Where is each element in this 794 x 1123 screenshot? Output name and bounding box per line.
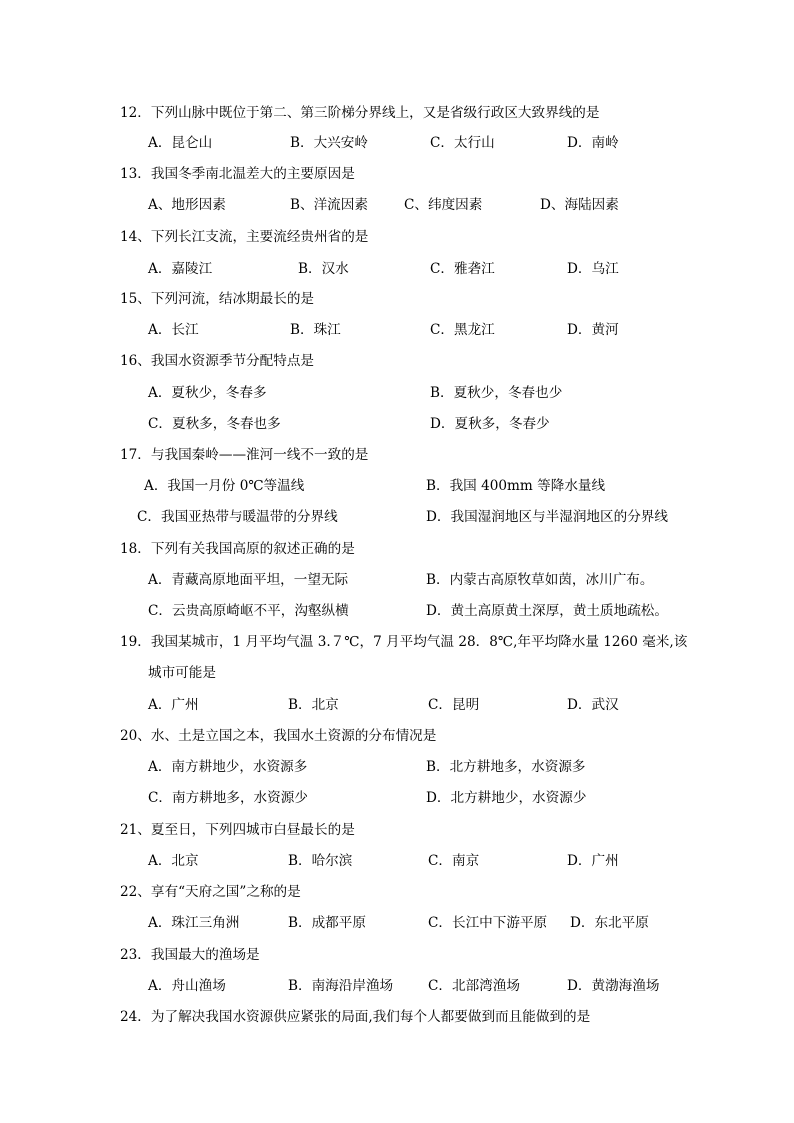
option-a: A．夏秋少，冬春多 (148, 385, 267, 401)
question-stem: 21、夏至日，下列四城市白昼最长的是 (120, 822, 355, 838)
question-stem: 22、享有“天府之国”之称的是 (120, 884, 301, 900)
option-a: A．长江 (148, 322, 199, 338)
option-c: C．云贵高原崎岖不平，沟壑纵横 (148, 603, 349, 619)
option-a: A．舟山渔场 (148, 978, 226, 994)
option-c: C．南方耕地多，水资源少 (148, 790, 308, 806)
option-a: A．昆仑山 (148, 135, 213, 151)
option-b: B．成都平原 (288, 915, 366, 931)
option-b: B．北方耕地多，水资源多 (426, 759, 586, 775)
option-a: A、地形因素 (148, 197, 226, 213)
option-c: C．昆明 (428, 697, 480, 713)
option-b: B．哈尔滨 (288, 853, 353, 869)
option-c: C．北部湾渔场 (428, 978, 520, 994)
question-stem: 13．我国冬季南北温差大的主要原因是 (120, 166, 355, 182)
option-c: C．黑龙江 (430, 322, 495, 338)
option-b: B．内蒙古高原牧草如茵，冰川广布。 (426, 572, 654, 588)
option-b: B．南海沿岸渔场 (288, 978, 394, 994)
option-a: A．北京 (148, 853, 199, 869)
question-stem: 18．下列有关我国高原的叙述正确的是 (120, 541, 355, 557)
option-b: B．珠江 (290, 322, 341, 338)
question-stem: 23．我国最大的渔场是 (120, 947, 260, 963)
option-b: B．我国 400mm 等降水量线 (426, 478, 606, 494)
option-c: C、纬度因素 (404, 197, 483, 213)
option-b: B．汉水 (298, 261, 349, 277)
option-b: B、洋流因素 (290, 197, 368, 213)
option-d: D．乌江 (567, 261, 619, 277)
option-c: C．我国亚热带与暖温带的分界线 (137, 509, 338, 525)
question-stem: 16、我国水资源季节分配特点是 (120, 353, 315, 369)
option-d: D．南岭 (567, 135, 619, 151)
option-d: D．黄渤海渔场 (567, 978, 660, 994)
question-stem: 19．我国某城市，1 月平均气温 3.７℃，7 月平均气温 28．8℃,年平均降水量 1260 毫米,该 (120, 634, 688, 650)
option-a: A．青藏高原地面平坦，一望无际 (148, 572, 349, 588)
option-d: D．广州 (567, 853, 619, 869)
option-c: C．南京 (428, 853, 480, 869)
option-d: D．黄河 (567, 322, 619, 338)
question-stem: 17．与我国秦岭——淮河一线不一致的是 (120, 447, 369, 463)
option-c: C．夏秋多，冬春也多 (148, 416, 281, 432)
option-d: D、海陆因素 (540, 197, 619, 213)
option-c: C．雅砻江 (430, 261, 495, 277)
option-b: B．夏秋少，冬春也少 (430, 385, 563, 401)
option-b: B．北京 (288, 697, 339, 713)
option-d: D．黄土高原黄土深厚，黄土质地疏松。 (426, 603, 668, 619)
option-a: A．我国一月份 0℃等温线 (144, 478, 305, 494)
question-stem: 14、下列长江支流，主要流经贵州省的是 (120, 229, 369, 245)
option-a: A．广州 (148, 697, 199, 713)
option-c: C．太行山 (430, 135, 495, 151)
option-d: D．夏秋多，冬春少 (430, 416, 550, 432)
option-b: B．大兴安岭 (290, 135, 368, 151)
question-stem: 24．为了解决我国水资源供应紧张的局面,我们每个人都要做到而且能做到的是 (120, 1009, 591, 1025)
option-d: D．武汉 (567, 697, 619, 713)
question-stem: 12．下列山脉中既位于第二、第三阶梯分界线上，又是省级行政区大致界线的是 (120, 105, 600, 121)
option-a: A．嘉陵江 (148, 261, 213, 277)
option-d: D．东北平原 (570, 915, 649, 931)
option-d: D．北方耕地少，水资源少 (426, 790, 587, 806)
option-a: A．珠江三角洲 (148, 915, 240, 931)
question-stem-continued: 城市可能是 (148, 665, 216, 681)
option-c: C．长江中下游平原 (428, 915, 548, 931)
question-stem: 15、下列河流，结冰期最长的是 (120, 291, 315, 307)
option-d: D．我国湿润地区与半湿润地区的分界线 (426, 509, 668, 525)
option-a: A．南方耕地少，水资源多 (148, 759, 308, 775)
question-stem: 20、水、土是立国之本，我国水土资源的分布情况是 (120, 728, 437, 744)
